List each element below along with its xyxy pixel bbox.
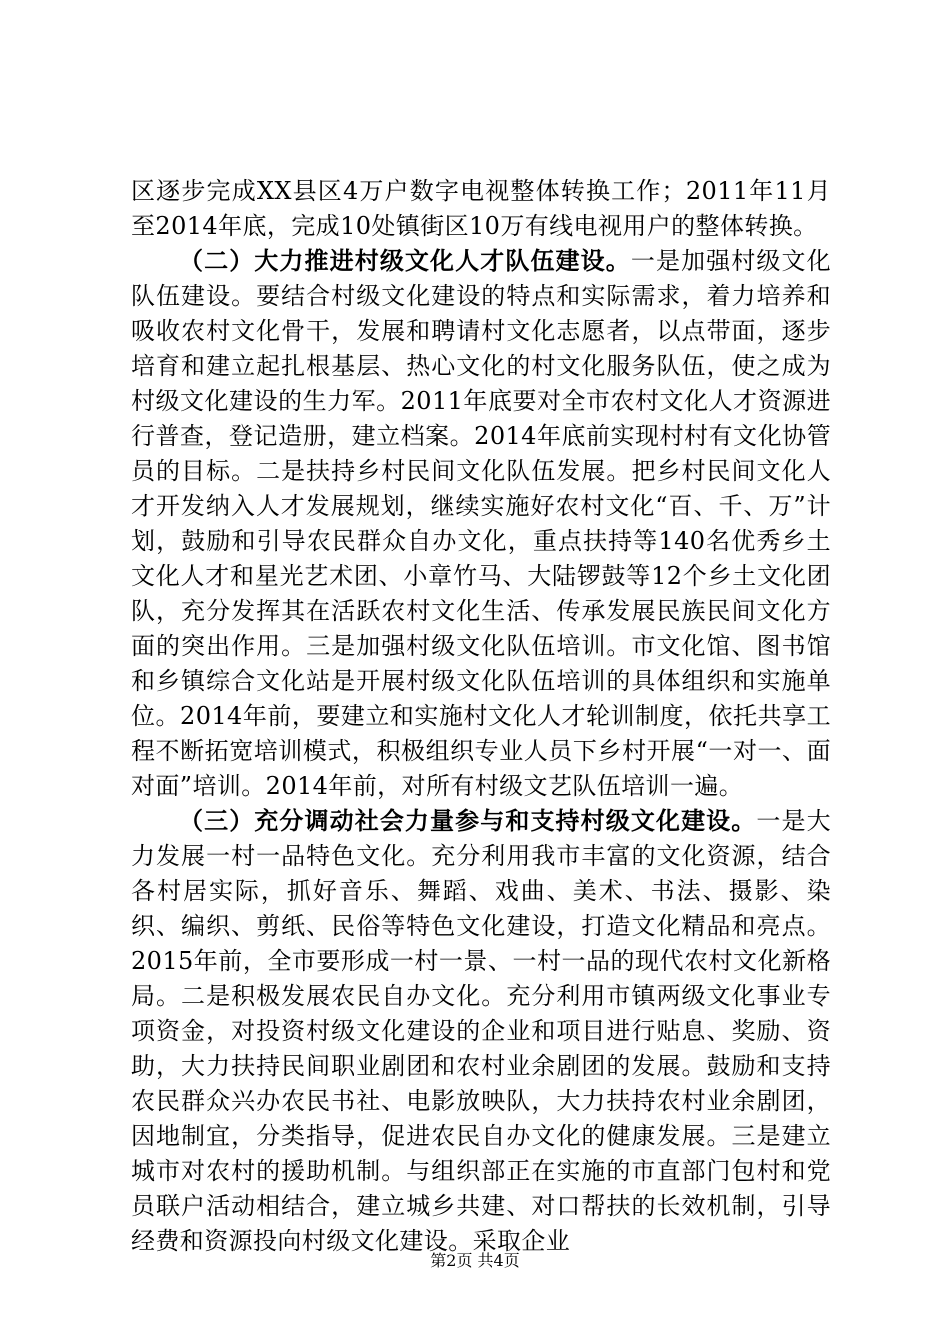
- paragraph-text: 一是大力发展一村一品特色文化。充分利用我市丰富的文化资源，结合各村居实际，抓好音乐、舞蹈、戏曲、美术、书法、摄影、染织、编织、剪纸、民俗等特色文化建设，打造文化精品和亮点。2015年前，全市要形成一村一景、一村一品的现代农村文化新格局。二是积极发展农民自办文化。充分利用市镇两级文化事业专项资金，对投资村级文化建设的企业和项目进行贴息、奖励、资助，大力扶持民间职业剧团和农村业余剧团的发展。鼓励和支持农民群众兴办农民书社、电影放映队，大力扶持农村业余剧团，因地制宜，分类指导，促进农民自办文化的健康发展。三是建立城市对农村的援助机制。与组织部正在实施的市直部门包村和党员联户活动相结合，建立城乡共建、对口帮扶的长效机制，引导经费和资源投向村级文化建设。采取企业: [131, 807, 831, 1255]
- section-heading: （二）大力推进村级文化人才队伍建设。: [179, 247, 631, 275]
- paragraph-text: 一是加强村级文化队伍建设。要结合村级文化建设的特点和实际需求，着力培养和吸收农村文化骨干，发展和聘请村文化志愿者，以点带面，逐步培育和建立起扎根基层、热心文化的村文化服务队伍，使之成为村级文化建设的生力军。2011年底要对全市农村文化人才资源进行普查，登记造册，建立档案。2014年底前实现村村有文化协管员的目标。二是扶持乡村民间文化队伍发展。把乡村民间文化人才开发纳入人才发展规划，继续实施好农村文化“百、千、万”计划，鼓励和引导农民群众自办文化，重点扶持等140名优秀乡土文化人才和星光艺术团、小章竹马、大陆锣鼓等12个乡土文化团队，充分发挥其在活跃农村文化生活、传承发展民族民间文化方面的突出作用。三是加强村级文化队伍培训。市文化馆、图书馆和乡镇综合文化站是开展村级文化队伍培训的具体组织和实施单位。2014年前，要建立和实施村文化人才轮训制度，依托共享工程不断拓宽培训模式，积极组织专业人员下乡村开展“一对一、面对面”培训。2014年前，对所有村级文艺队伍培训一遍。: [131, 247, 832, 800]
- paragraph-text: 区逐步完成XX县区4万户数字电视整体转换工作；2011年11月至2014年底，完成10处镇街区10万有线电视用户的整体转换。: [131, 177, 831, 240]
- paragraph-continuation: [131, 174, 831, 244]
- paragraph-talent-team: [131, 244, 831, 804]
- section-heading: （三）充分调动社会力量参与和支持村级文化建设。: [179, 807, 757, 835]
- paragraph-social-forces: [131, 804, 831, 1259]
- page-number: 第2页 共4页: [430, 1251, 520, 1270]
- page-footer: [0, 1251, 950, 1271]
- document-body: [131, 174, 831, 1259]
